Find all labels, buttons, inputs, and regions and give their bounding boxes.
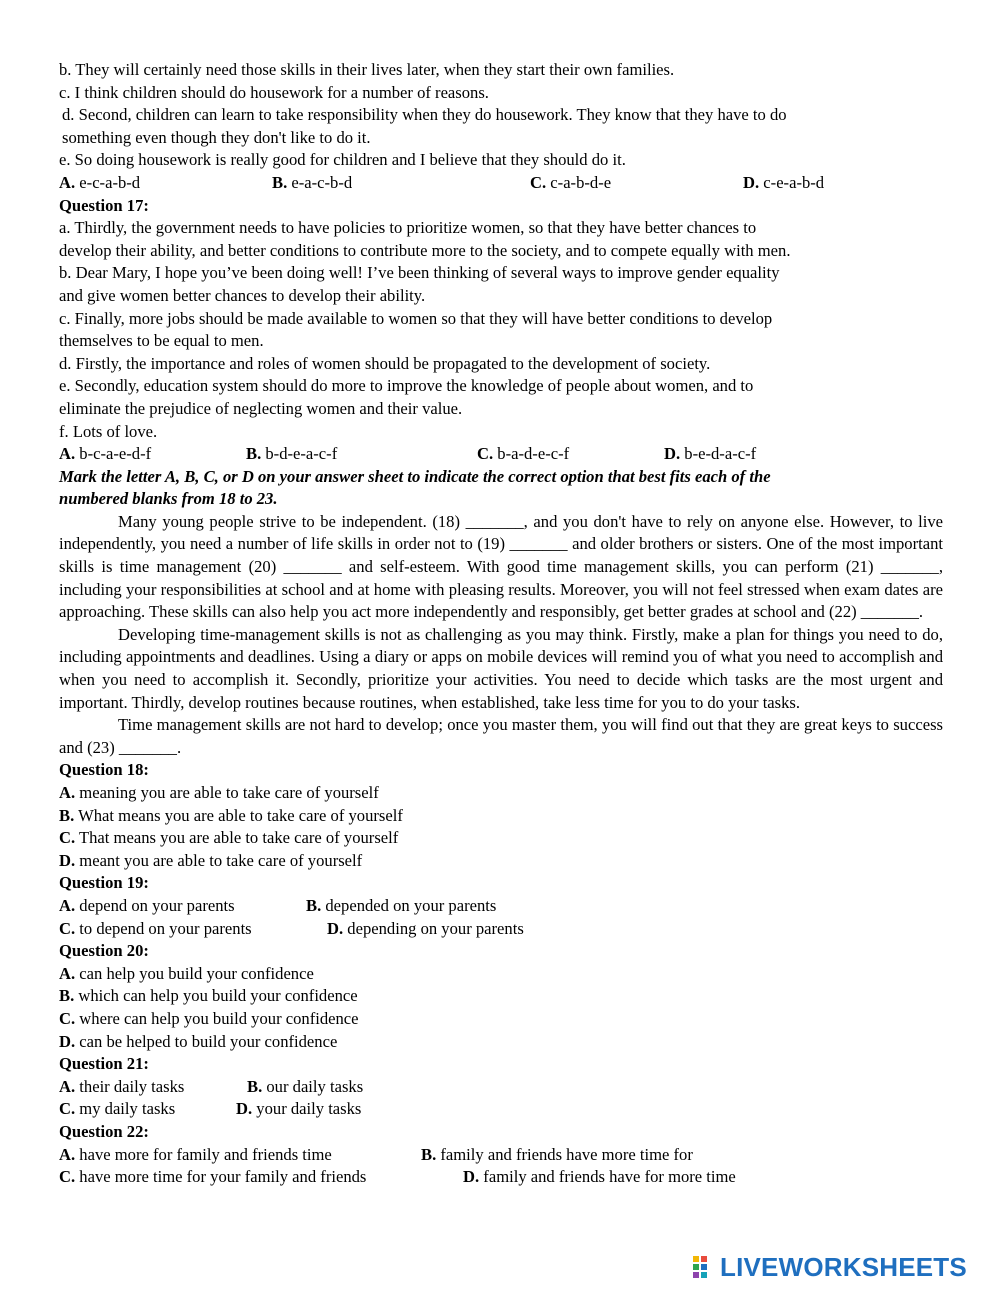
option-letter: C. (59, 1099, 76, 1119)
q22-title: Question 22: (59, 1121, 149, 1141)
q19-options-row-2 (59, 918, 943, 941)
option-text: meant you are able to take care of yourself (79, 850, 363, 870)
q16-line-e: e. So doing housework is really good for children and I believe that they should do it. (59, 150, 626, 170)
liveworksheets-brand[interactable] (692, 1251, 967, 1282)
option-letter: B. (272, 172, 288, 192)
option-letter: C. (530, 172, 547, 192)
q21-option-d[interactable] (236, 1098, 361, 1121)
option-letter: A. (59, 895, 76, 915)
option-text: can be helped to build your confidence (79, 1031, 338, 1051)
paragraph-text: Developing time-management skills is not as challenging as you may think. Firstly, make a plan for things you need to do, including appointments and deadlines. Using a diary or apps on mobile devices will remind you of what you need to accomplish and when you need to accomplish it. Secondly, prioritize your activities. You need to decide which tasks are the most urgent and important. Thirdly, develop routines because routines, when established, take less time for you to do your tasks. (59, 624, 943, 712)
worksheet-page (59, 59, 943, 1189)
brand-name: LIVEWORKSHEETS (720, 1251, 967, 1282)
passage-paragraph-3 (59, 714, 943, 759)
q16-line-c: c. I think children should do housework for a number of reasons. (59, 82, 489, 102)
q20-option-c[interactable] (59, 1008, 943, 1031)
option-letter: D. (59, 850, 76, 870)
option-letter: B. (306, 895, 322, 915)
q21-options-row-1 (59, 1076, 943, 1099)
option-text: depended on your parents (325, 895, 497, 915)
paragraph-text: Time management skills are not hard to develop; once you master them, you will find out that they are great keys to success and (23) _______. (59, 715, 943, 757)
paragraph-text: Many young people strive to be independent. (18) _______, and you don't have to rely on anyone else. However, to live independently, you need a number of life skills in order not to (19) _______ and older brothers or sisters. One of the most important skills is time management (20) _______ and self-esteem. With good time management skills, you can perform (21) _______, including your responsibilities at school and at home with pleasing results. Moreover, you will not feel stressed when exam dates are approaching. These skills can also help you act more independently and responsibly, get better grades at school and (22) _______. (59, 511, 943, 622)
option-text: b-e-d-a-c-f (684, 444, 757, 464)
q16-option-d[interactable] (743, 172, 824, 195)
q17-line: f. Lots of love. (59, 421, 158, 441)
option-letter: C. (59, 1167, 76, 1187)
option-text: b-a-d-e-c-f (497, 444, 570, 464)
option-letter: A. (59, 783, 76, 802)
option-text: have more time for your family and friends (79, 1167, 367, 1187)
q17-option-b[interactable] (246, 443, 477, 466)
q21-option-a[interactable] (59, 1076, 247, 1099)
option-text: where can help you build your confidence (79, 1008, 359, 1028)
q18-title: Question 18: (59, 760, 149, 780)
q22-option-c[interactable] (59, 1166, 463, 1189)
option-letter: C. (59, 1008, 76, 1028)
option-letter: C. (59, 828, 76, 848)
q21-option-b[interactable] (247, 1076, 363, 1099)
option-letter: A. (59, 444, 76, 464)
option-text: can help you build your confidence (79, 963, 314, 983)
option-text: to depend on your parents (79, 918, 252, 938)
passage-paragraph-1 (59, 511, 943, 624)
q17-title: Question 17: (59, 195, 149, 215)
option-text: c-e-a-b-d (763, 172, 825, 192)
q21-options-row-2 (59, 1098, 943, 1121)
q17-sentences (59, 217, 943, 443)
option-text: their daily tasks (79, 1076, 185, 1096)
q19-option-d[interactable] (327, 918, 524, 941)
option-text: family and friends have more time for (440, 1144, 693, 1164)
q17-option-d[interactable] (664, 443, 756, 466)
q20-option-d[interactable] (59, 1031, 943, 1054)
q17-line: eliminate the prejudice of neglecting women and their value. (59, 398, 463, 418)
q16-sentences (59, 59, 943, 172)
option-text: your daily tasks (256, 1099, 362, 1119)
q22-option-d[interactable] (463, 1166, 736, 1189)
q16-option-c[interactable] (530, 172, 743, 195)
q16-line-d-cont: something even though they don't like to do it. (62, 127, 371, 147)
option-text: What means you are able to take care of yourself (78, 805, 403, 825)
option-letter: A. (59, 172, 76, 192)
q17-line: d. Firstly, the importance and roles of women should be propagated to the development of society. (59, 353, 711, 373)
option-letter: B. (59, 805, 75, 825)
q19-title: Question 19: (59, 873, 149, 893)
q17-line: b. Dear Mary, I hope you’ve been doing well! I’ve been thinking of several ways to improve gender equality (59, 263, 780, 283)
option-text: depend on your parents (79, 895, 235, 915)
q17-line: develop their ability, and better conditions to contribute more to the society, and to compete equally with men. (59, 240, 791, 260)
option-letter: D. (743, 172, 760, 192)
option-letter: D. (59, 1031, 76, 1051)
q18-option-c[interactable] (59, 827, 943, 850)
option-text: depending on your parents (347, 918, 524, 938)
q16-option-a[interactable] (59, 172, 272, 195)
option-letter: B. (59, 986, 75, 1006)
option-text: which can help you build your confidence (78, 986, 358, 1006)
q17-line: and give women better chances to develop their ability. (59, 285, 426, 305)
q21-title: Question 21: (59, 1054, 149, 1074)
q16-option-b[interactable] (272, 172, 530, 195)
option-text: e-c-a-b-d (79, 172, 141, 192)
q16-line-b: b. They will certainly need those skills in their lives later, when they start their own families. (59, 60, 675, 79)
q19-option-a[interactable] (59, 895, 306, 918)
option-text: b-c-a-e-d-f (79, 444, 152, 464)
q18-option-b[interactable] (59, 805, 943, 828)
option-text: e-a-c-b-d (291, 172, 353, 192)
option-letter: B. (246, 444, 262, 464)
q18-option-d[interactable] (59, 850, 943, 873)
q18-option-a[interactable] (59, 782, 943, 805)
option-text: meaning you are able to take care of yourself (79, 783, 379, 802)
q17-option-c[interactable] (477, 443, 664, 466)
q21-option-c[interactable] (59, 1098, 236, 1121)
q19-options-row-1 (59, 895, 943, 918)
q19-option-b[interactable] (306, 895, 496, 918)
instruction-line-1: Mark the letter A, B, C, or D on your answer sheet to indicate the correct option that best fits each of the (59, 466, 771, 486)
option-text: have more for family and friends time (79, 1144, 332, 1164)
option-text: c-a-b-d-e (550, 172, 612, 192)
q20-option-b[interactable] (59, 985, 943, 1008)
passage-paragraph-2 (59, 624, 943, 714)
option-letter: D. (463, 1167, 480, 1187)
instruction-line-2: numbered blanks from 18 to 23. (59, 489, 278, 509)
option-letter: D. (664, 444, 681, 464)
q20-option-a[interactable] (59, 963, 943, 986)
q17-line: a. Thirdly, the government needs to have policies to prioritize women, so that they have better chances to (59, 218, 757, 238)
q22-option-a[interactable] (59, 1144, 421, 1167)
q17-option-a[interactable] (59, 443, 246, 466)
q20-title: Question 20: (59, 941, 149, 961)
q17-line: c. Finally, more jobs should be made available to women so that they will have better conditions to develop (59, 308, 773, 328)
option-letter: A. (59, 1144, 76, 1164)
option-letter: D. (327, 918, 344, 938)
q19-option-c[interactable] (59, 918, 327, 941)
option-letter: C. (59, 918, 76, 938)
option-text: my daily tasks (79, 1099, 176, 1119)
option-letter: A. (59, 1076, 76, 1096)
q16-options (59, 172, 943, 195)
q17-line: themselves to be equal to men. (59, 331, 264, 351)
q22-option-b[interactable] (421, 1144, 693, 1167)
option-text: b-d-e-a-c-f (265, 444, 338, 464)
option-letter: A. (59, 963, 76, 983)
q16-line-d: d. Second, children can learn to take responsibility when they do housework. They know that they have to do (62, 105, 787, 125)
option-text: our daily tasks (266, 1076, 364, 1096)
option-letter: B. (421, 1144, 437, 1164)
q22-options-row-1 (59, 1144, 943, 1167)
option-text: family and friends have for more time (483, 1167, 736, 1187)
option-letter: C. (477, 444, 494, 464)
option-text: That means you are able to take care of yourself (79, 828, 399, 848)
liveworksheets-logo-icon (692, 1255, 716, 1279)
option-letter: B. (247, 1076, 263, 1096)
q22-options-row-2 (59, 1166, 943, 1189)
q17-options (59, 443, 943, 466)
option-letter: D. (236, 1099, 253, 1119)
q17-line: e. Secondly, education system should do more to improve the knowledge of people about women, and to (59, 376, 754, 396)
